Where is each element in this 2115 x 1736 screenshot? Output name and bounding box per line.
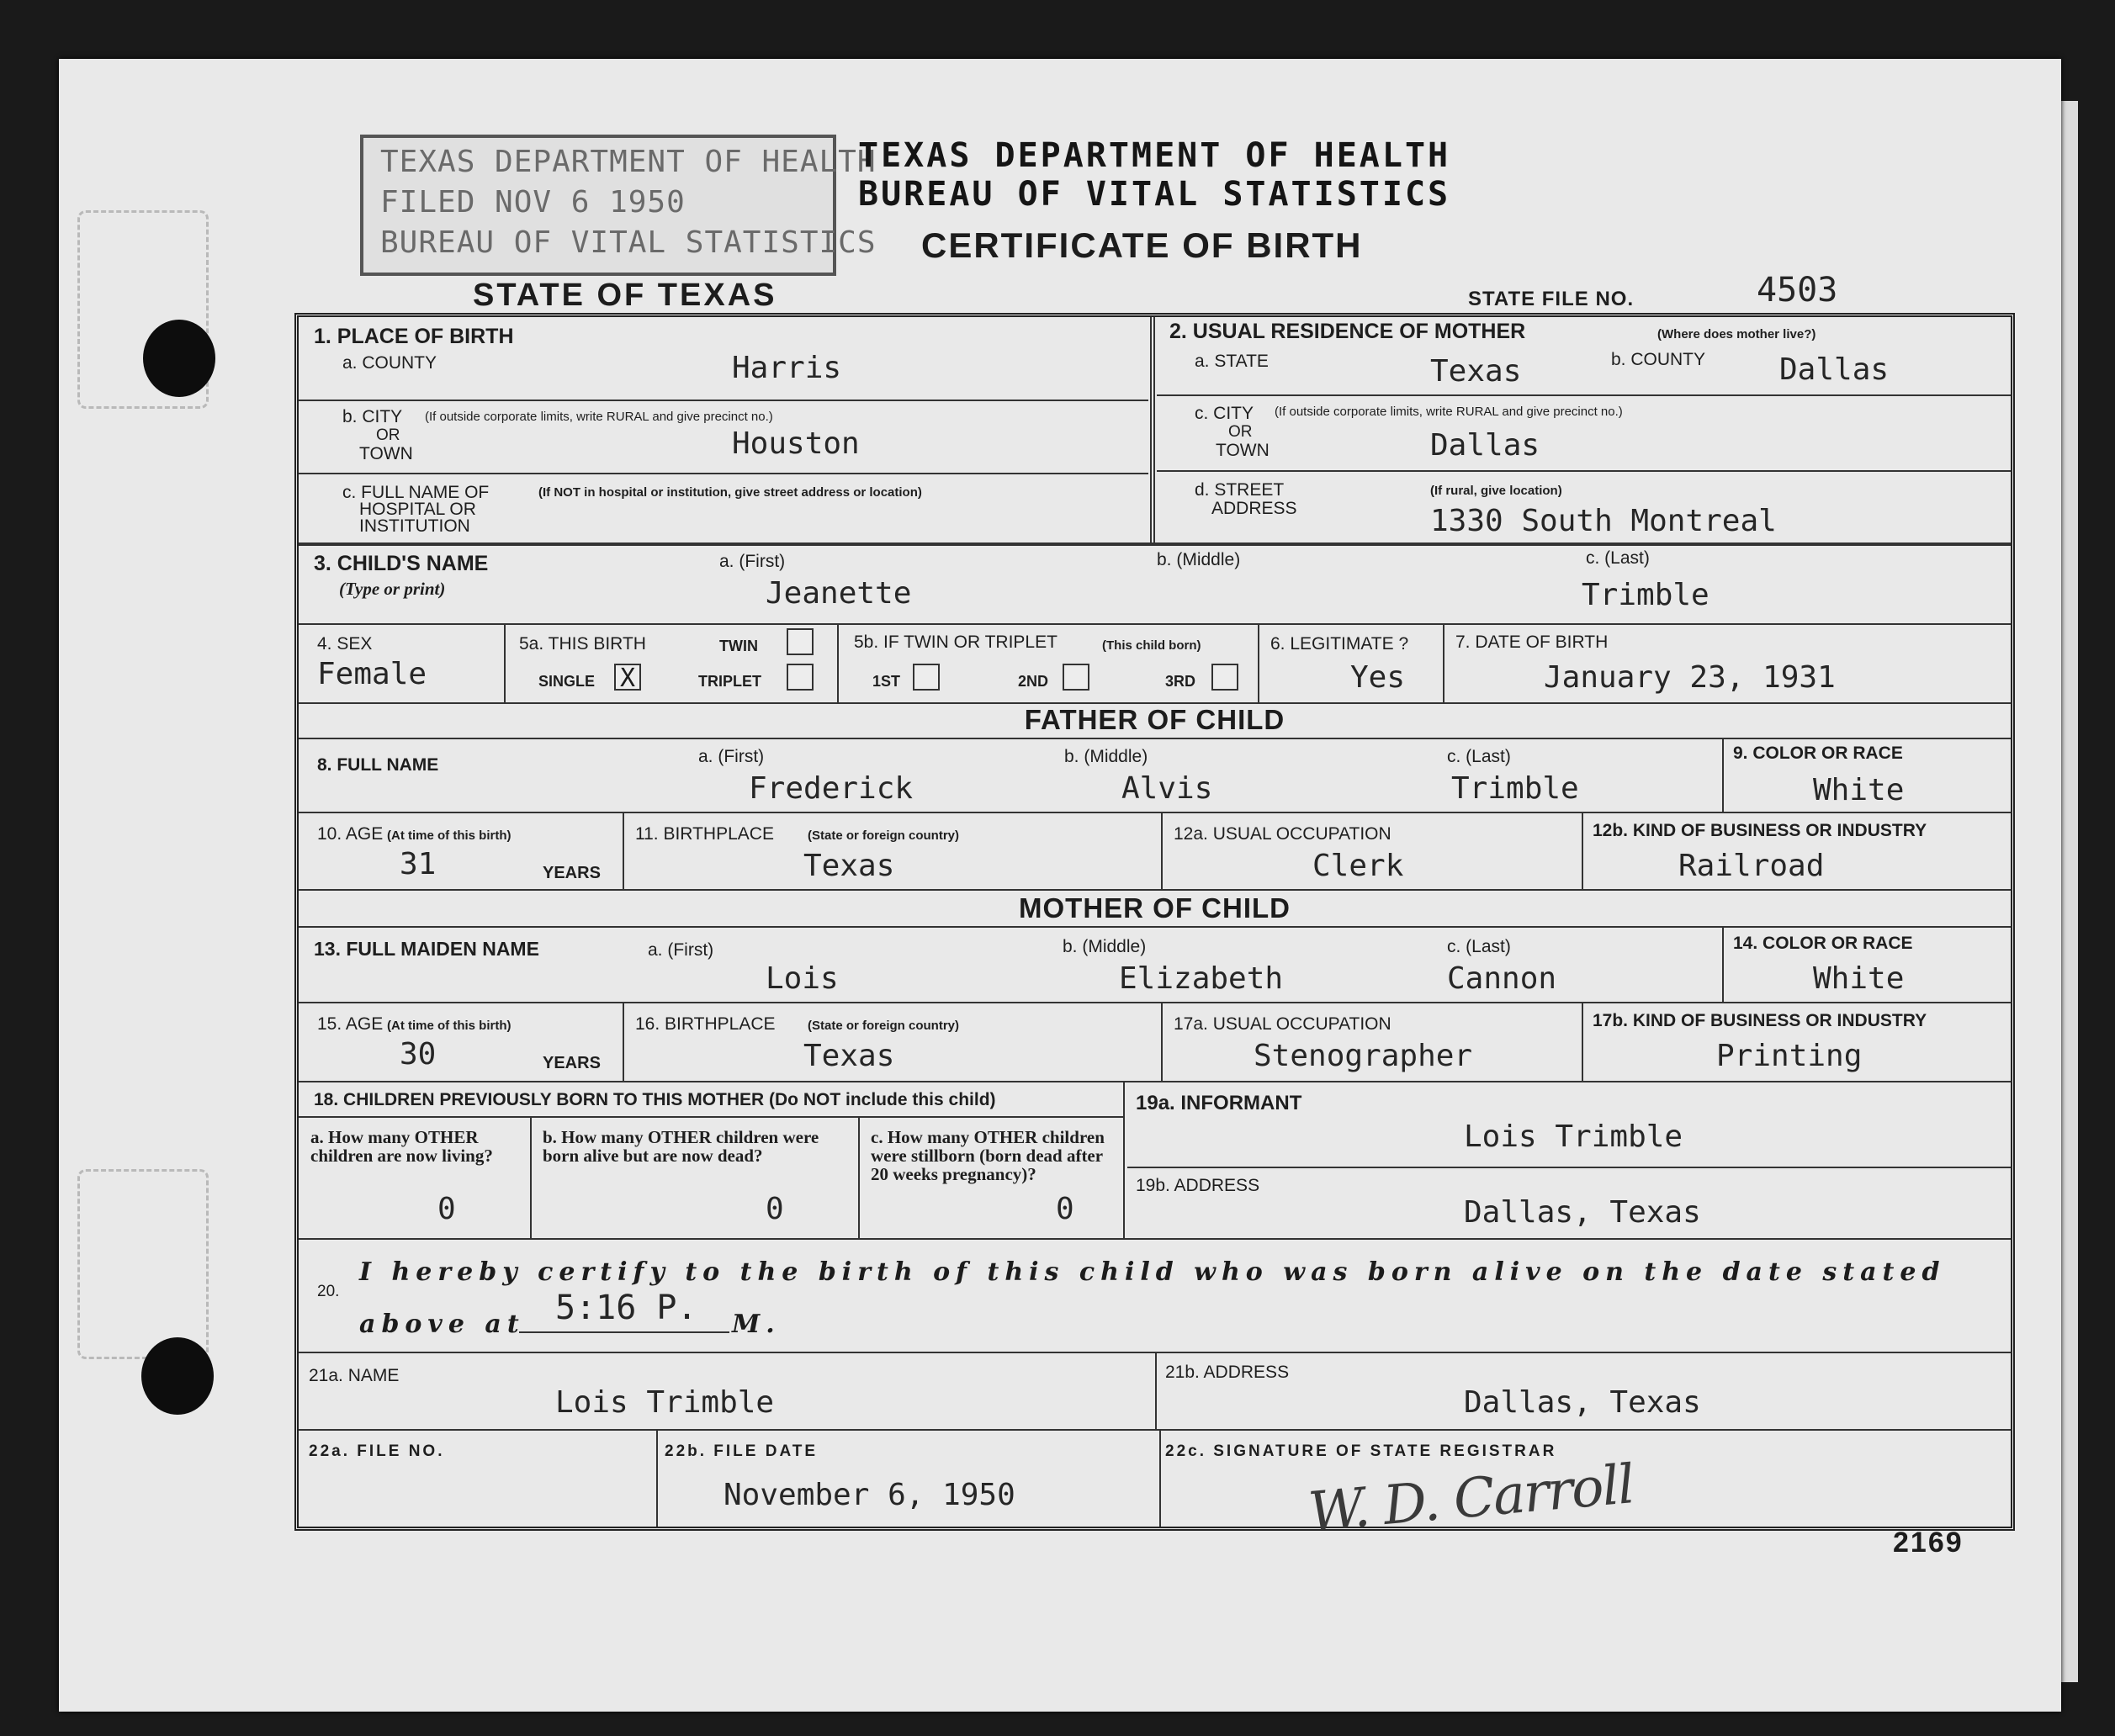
father-birthplace-label: 11. BIRTHPLACE — [635, 824, 774, 844]
punch-hole-bottom — [141, 1337, 214, 1415]
file-date-label: 22b. FILE DATE — [665, 1442, 819, 1460]
informant-address: Dallas, Texas — [1464, 1195, 1701, 1230]
triplet-label: TRIPLET — [698, 673, 761, 690]
father-age: 31 — [400, 847, 437, 881]
registrar-signature: W. D. Carroll — [1306, 1453, 1636, 1544]
father-occupation: Clerk — [1312, 849, 1404, 883]
res-city-note: (If outside corporate limits, write RURAL and give precinct no.) — [1275, 405, 1623, 419]
father-full-name-label: 8. FULL NAME — [317, 755, 439, 775]
stamp-line-2: FILED NOV 6 1950 — [380, 185, 686, 220]
children-dead-label: b. How many OTHER children were born alive but are now dead? — [543, 1127, 819, 1166]
mother-section-title: MOTHER OF CHILD — [1019, 892, 1291, 924]
child-last-label: c. (Last) — [1586, 548, 1650, 568]
res-state: Texas — [1430, 354, 1522, 389]
mother-middle: Elizabeth — [1119, 961, 1284, 996]
children-living-label: a. How many OTHER children are now living? — [310, 1127, 493, 1166]
hospital-label: c. FULL NAME OF — [342, 483, 490, 502]
twin-triplet-label: 5b. IF TWIN OR TRIPLET — [854, 632, 1058, 652]
father-last-label: c. (Last) — [1447, 747, 1511, 766]
father-birthplace: Texas — [803, 849, 895, 883]
street-label: d. STREET — [1195, 480, 1285, 500]
res-street: 1330 South Montreal — [1430, 504, 1777, 538]
registrar-signature-label: 22c. SIGNATURE OF STATE REGISTRAR — [1165, 1442, 1557, 1460]
father-age-note: (At time of this birth) — [387, 828, 512, 843]
second-born-checkbox[interactable] — [1063, 664, 1089, 691]
city-label: b. CITY — [342, 407, 403, 426]
mother-birthplace-note: (State or foreign country) — [808, 1019, 960, 1033]
mother-years-label: YEARS — [543, 1054, 601, 1072]
state-file-no: 4503 — [1757, 271, 1838, 310]
mother-race: White — [1813, 961, 1905, 996]
signer-name-label: 21a. NAME — [309, 1366, 400, 1385]
hospital-note: (If NOT in hospital or institution, give street address or location) — [538, 485, 922, 500]
hospital-label-2: HOSPITAL OR — [359, 500, 476, 519]
mother-age-label: 15. AGE — [317, 1014, 384, 1034]
certification-suffix: M. — [732, 1310, 781, 1339]
father-first-label: a. (First) — [698, 747, 765, 766]
mother-birthplace-label: 16. BIRTHPLACE — [635, 1014, 776, 1034]
footer-number: 2169 — [1893, 1527, 1964, 1559]
legitimate-label: 6. LEGITIMATE ? — [1270, 634, 1409, 654]
children-stillborn: 0 — [1056, 1192, 1074, 1226]
child-name-label: 3. CHILD'S NAME — [314, 552, 489, 575]
dob-label: 7. DATE OF BIRTH — [1455, 632, 1609, 652]
father-middle: Alvis — [1121, 771, 1213, 806]
mother-maiden-label: 13. FULL MAIDEN NAME — [314, 938, 539, 960]
third-born-checkbox[interactable] — [1211, 664, 1238, 691]
header-dept: TEXAS DEPARTMENT OF HEALTH — [858, 136, 1451, 175]
city-or: OR — [376, 426, 400, 444]
child-middle-label: b. (Middle) — [1157, 550, 1241, 569]
mother-age: 30 — [400, 1037, 437, 1072]
cert-num: 20. — [317, 1283, 340, 1300]
residence-note: (Where does mother live?) — [1657, 327, 1816, 341]
place-of-birth-label: 1. PLACE OF BIRTH — [314, 325, 514, 348]
mother-birthplace: Texas — [803, 1039, 895, 1073]
certification-text-2: above at — [359, 1310, 525, 1339]
father-years-label: YEARS — [543, 864, 601, 882]
children-dead: 0 — [766, 1192, 784, 1226]
staple-mark — [77, 1169, 209, 1359]
street-address-label: ADDRESS — [1211, 499, 1297, 518]
street-note: (If rural, give location) — [1430, 484, 1562, 498]
single-checkbox[interactable]: X — [614, 664, 641, 691]
res-city-or: OR — [1228, 423, 1253, 441]
legitimate: Yes — [1350, 660, 1406, 695]
father-race-label: 9. COLOR OR RACE — [1733, 744, 1903, 763]
triplet-checkbox[interactable] — [787, 664, 814, 691]
res-county: Dallas — [1779, 352, 1890, 387]
state-of-texas: STATE OF TEXAS — [473, 278, 777, 313]
father-business-label: 12b. KIND OF BUSINESS OR INDUSTRY — [1593, 821, 1927, 840]
signer-name: Lois Trimble — [555, 1385, 775, 1420]
residence-label: 2. USUAL RESIDENCE OF MOTHER — [1169, 320, 1526, 343]
res-city-town: TOWN — [1216, 441, 1270, 460]
father-last: Trimble — [1451, 771, 1579, 806]
header-bureau: BUREAU OF VITAL STATISTICS — [858, 175, 1451, 214]
father-middle-label: b. (Middle) — [1064, 747, 1148, 766]
twin-label: TWIN — [719, 638, 758, 654]
mother-middle-label: b. (Middle) — [1063, 937, 1147, 956]
signer-address-label: 21b. ADDRESS — [1165, 1363, 1290, 1382]
mother-occupation-label: 17a. USUAL OCCUPATION — [1174, 1014, 1391, 1034]
child-type-note: (Type or print) — [339, 579, 446, 599]
first-born-label: 1ST — [872, 673, 901, 690]
birth-time: 5:16 P. — [555, 1289, 697, 1327]
second-born-label: 2ND — [1018, 673, 1049, 690]
stamp-line-1: TEXAS DEPARTMENT OF HEALTH — [380, 145, 877, 179]
mother-business: Printing — [1716, 1039, 1863, 1073]
children-stillborn-label: c. How many OTHER children were stillborn (born dead after 20 weeks pregnancy)? — [871, 1127, 1105, 1184]
birth-city: Houston — [732, 426, 860, 461]
filed-stamp — [360, 135, 877, 276]
certificate-title: CERTIFICATE OF BIRTH — [921, 225, 1363, 265]
child-first: Jeanette — [766, 576, 912, 611]
informant-name: Lois Trimble — [1464, 1119, 1683, 1154]
father-race: White — [1813, 773, 1905, 807]
signer-address: Dallas, Texas — [1464, 1385, 1701, 1420]
child-sex: Female — [317, 657, 427, 691]
father-birthplace-note: (State or foreign country) — [808, 828, 960, 843]
mother-age-note: (At time of this birth) — [387, 1019, 512, 1033]
birth-county: Harris — [732, 351, 842, 385]
informant-label: 19a. INFORMANT — [1136, 1092, 1302, 1114]
father-occupation-label: 12a. USUAL OCCUPATION — [1174, 824, 1391, 844]
mother-last: Cannon — [1447, 961, 1557, 996]
father-first: Frederick — [749, 771, 914, 806]
twin-checkbox[interactable] — [787, 628, 814, 655]
father-age-label: 10. AGE — [317, 824, 384, 844]
mother-business-label: 17b. KIND OF BUSINESS OR INDUSTRY — [1593, 1011, 1927, 1030]
res-city: Dallas — [1430, 428, 1540, 463]
res-county-label: b. COUNTY — [1611, 350, 1706, 369]
children-living: 0 — [437, 1192, 456, 1226]
stamp-line-3: BUREAU OF VITAL STATISTICS — [380, 225, 877, 260]
city-note: (If outside corporate limits, write RURAL and give precinct no.) — [425, 410, 773, 424]
father-section-title: FATHER OF CHILD — [1024, 704, 1285, 735]
certification-text-1: I hereby certify to the birth of this child who was born alive on the date stated — [359, 1257, 1946, 1287]
mother-first: Lois — [766, 961, 839, 996]
twin-triplet-note: (This child born) — [1102, 638, 1201, 653]
hospital-label-3: INSTITUTION — [359, 516, 470, 536]
single-label: SINGLE — [538, 673, 596, 690]
child-first-label: a. (First) — [719, 552, 786, 571]
mother-first-label: a. (First) — [648, 940, 714, 960]
child-last: Trimble — [1582, 578, 1709, 612]
state-file-no-label: STATE FILE NO. — [1468, 288, 1635, 310]
res-state-label: a. STATE — [1195, 352, 1269, 371]
punch-hole-top — [143, 320, 215, 397]
mother-occupation: Stenographer — [1254, 1039, 1473, 1073]
sex-label: 4. SEX — [317, 634, 373, 654]
file-no-label: 22a. FILE NO. — [309, 1442, 445, 1460]
father-business: Railroad — [1678, 849, 1825, 883]
third-born-label: 3RD — [1165, 673, 1196, 690]
mother-race-label: 14. COLOR OR RACE — [1733, 934, 1913, 953]
city-town: TOWN — [359, 444, 413, 463]
informant-address-label: 19b. ADDRESS — [1136, 1176, 1260, 1195]
date-of-birth: January 23, 1931 — [1544, 660, 1836, 695]
res-city-label: c. CITY — [1195, 404, 1254, 423]
mother-last-label: c. (Last) — [1447, 937, 1511, 956]
children-prev-label: 18. CHILDREN PREVIOUSLY BORN TO THIS MOTHER (Do NOT include this child) — [314, 1090, 996, 1109]
county-label: a. COUNTY — [342, 353, 437, 373]
this-birth-label: 5a. THIS BIRTH — [519, 634, 646, 654]
first-born-checkbox[interactable] — [913, 664, 940, 691]
file-date: November 6, 1950 — [724, 1478, 1015, 1512]
